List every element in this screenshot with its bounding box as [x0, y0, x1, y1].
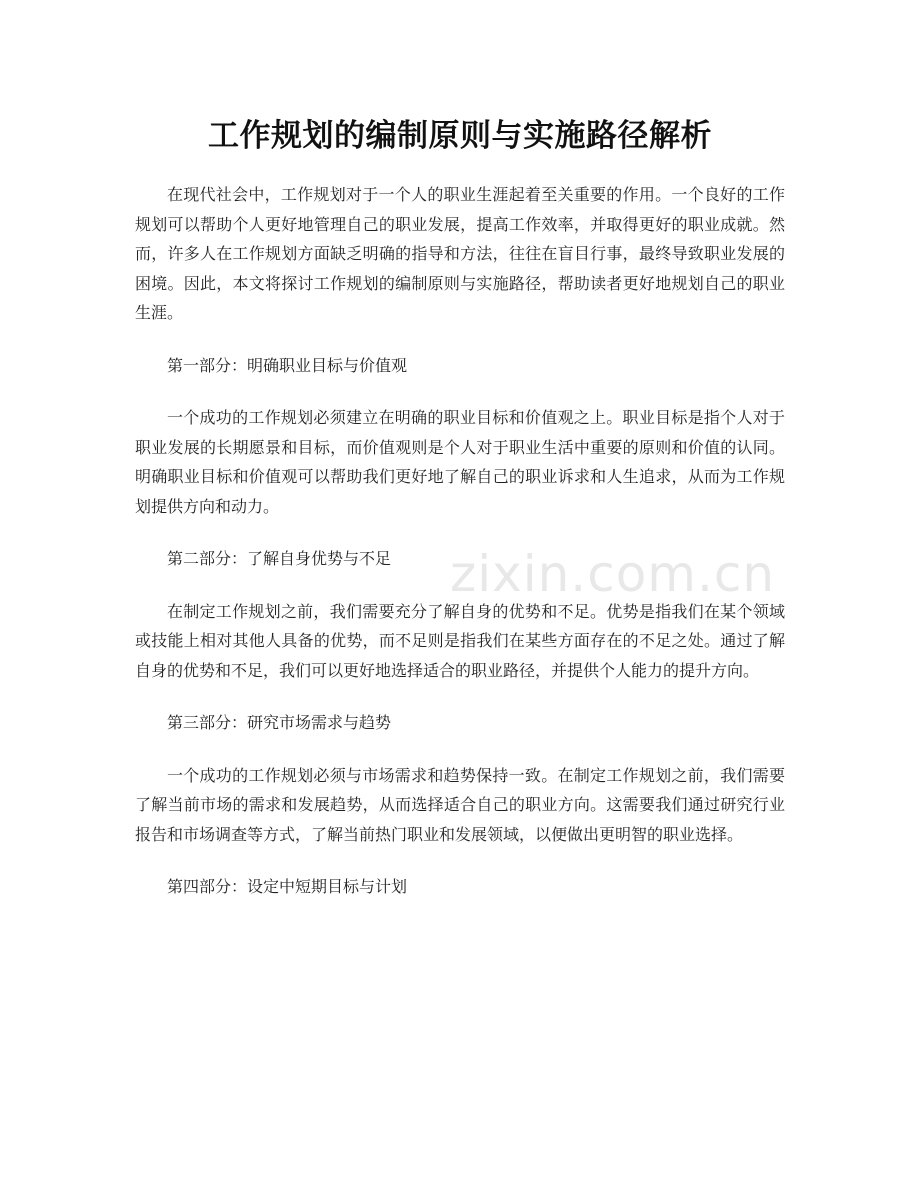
section-heading-4: 第四部分：设定中短期目标与计划: [167, 877, 408, 896]
document-title: 工作规划的编制原则与实施路径解析: [208, 118, 712, 154]
watermark-text: zixin.com.cn: [450, 545, 776, 603]
section-heading-2: 第二部分：了解自身优势与不足: [167, 549, 392, 568]
intro-paragraph: 在现代社会中，工作规划对于一个人的职业生涯起着至关重要的作用。一个良好的工作规划可以帮助个人更好地管理自己的职业发展，提高工作效率，并取得更好的职业成就。然而，许多人在工作规划方面缺乏明确的指导和方法，往往在盲目行事，最终导致职业发展的困境。因此，本文将探讨工作规划的编制原则与实施路径，帮助读者更好地规划自己的职业生涯。: [135, 185, 785, 322]
section-heading-3: 第三部分：研究市场需求与趋势: [167, 713, 392, 732]
section-body-2: 在制定工作规划之前，我们需要充分了解自身的优势和不足。优势是指我们在某个领域或技能上相对其他人具备的优势，而不足则是指我们在某些方面存在的不足之处。通过了解自身的优势和不足，我们可以更好地选择适合的职业路径，并提供个人能力的提升方向。: [135, 601, 785, 680]
section-heading-1: 第一部分：明确职业目标与价值观: [167, 355, 408, 375]
section-body-1: 一个成功的工作规划必须建立在明确的职业目标和价值观之上。职业目标是指个人对于职业发展的长期愿景和目标，而价值观则是个人对于职业生活中重要的原则和价值的认同。明确职业目标和价值观可以帮助我们更好地了解自己的职业诉求和人生追求，从而为工作规划提供方向和动力。: [135, 408, 785, 516]
section-body-3: 一个成功的工作规划必须与市场需求和趋势保持一致。在制定工作规划之前，我们需要了解当前市场的需求和发展趋势，从而选择适合自己的职业方向。这需要我们通过研究行业报告和市场调查等方式，了解当前热门职业和发展领域，以便做出更明智的职业选择。: [135, 765, 785, 844]
